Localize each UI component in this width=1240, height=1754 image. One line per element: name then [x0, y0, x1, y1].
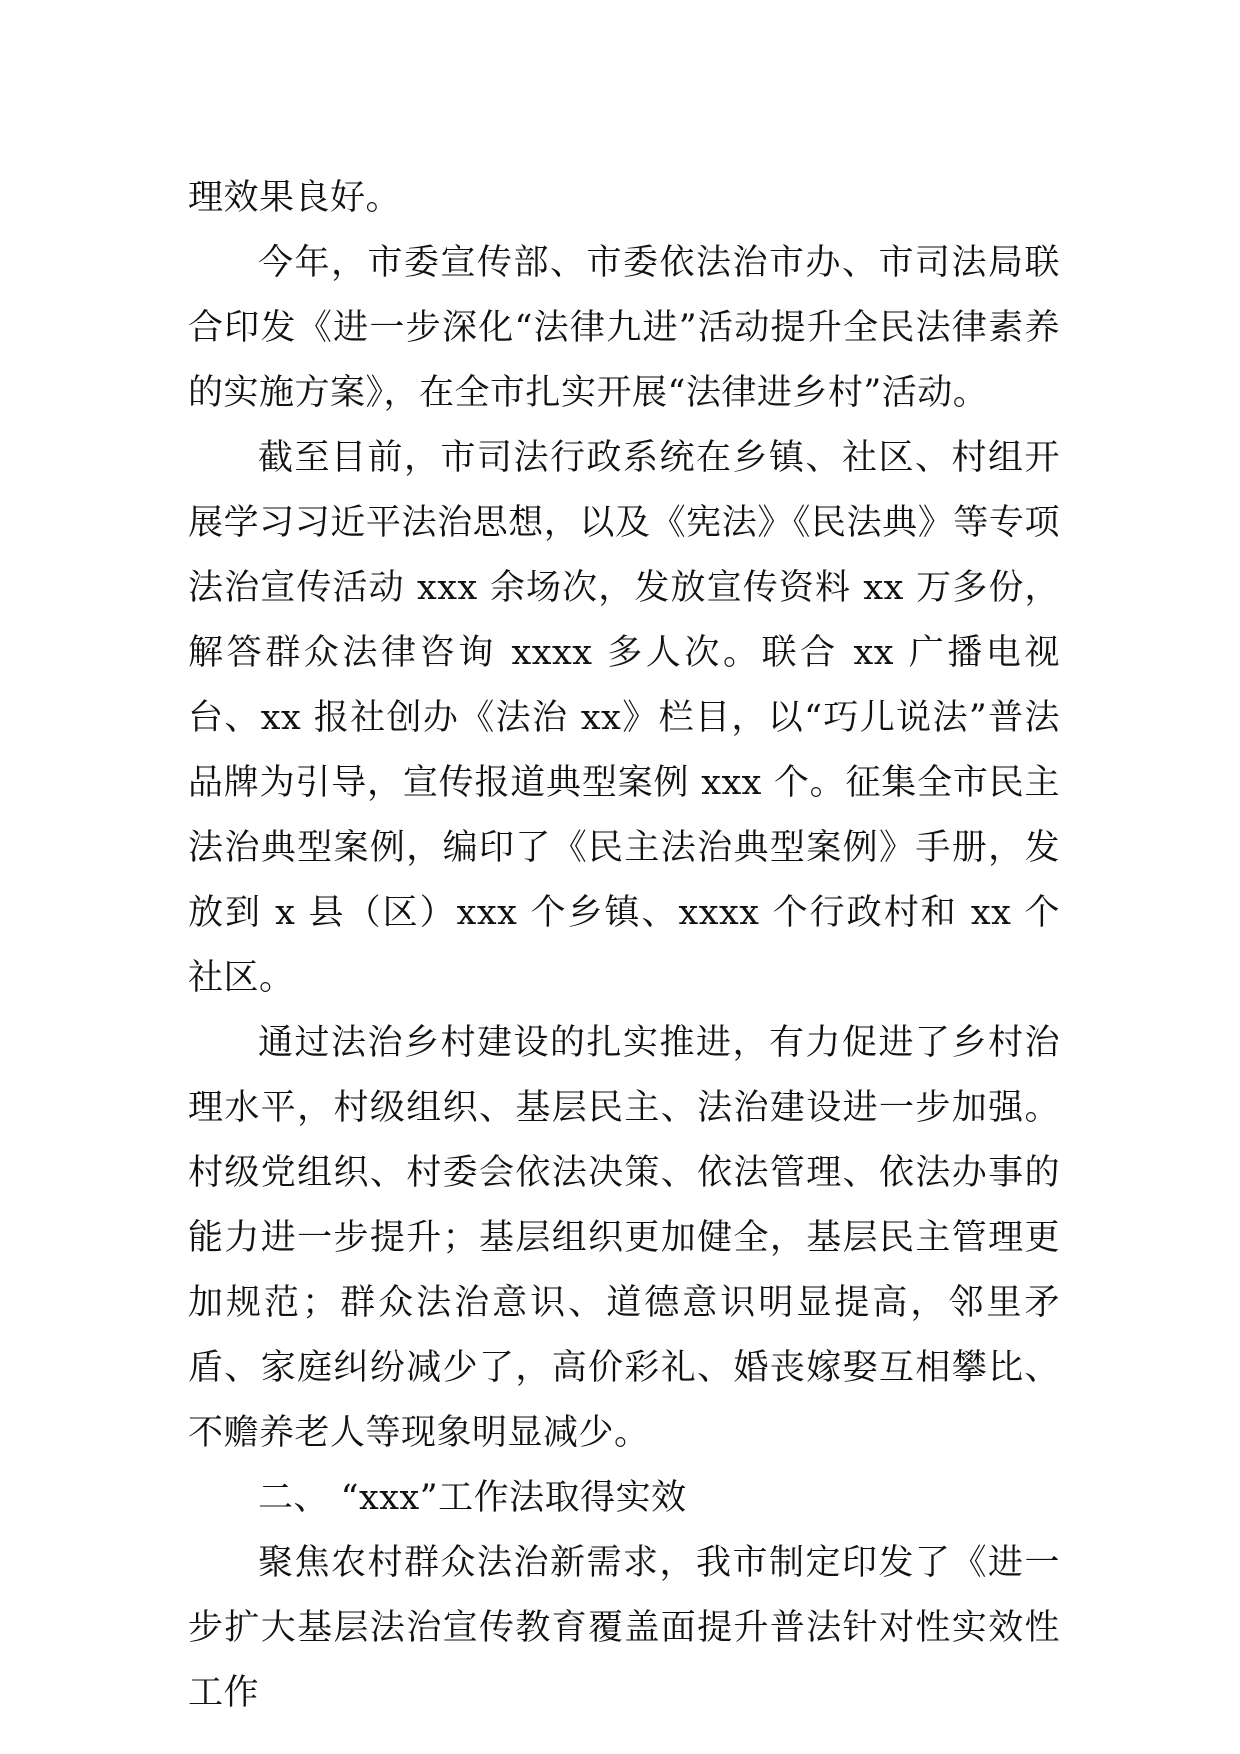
- paragraph-new-requirements: 聚焦农村群众法治新需求，我市制定印发了《进一步扩大基层法治宣传教育覆盖面提升普法针对性实效性工作: [188, 1543, 1060, 1713]
- paragraph-continuation: 理效果良好。: [188, 178, 402, 218]
- document-body: [188, 166, 1060, 1726]
- paragraph-governance-results: 通过法治乡村建设的扎实推进，有力促进了乡村治理水平，村级组织、基层民主、法治建设进一步加强。村级党组织、村委会依法决策、依法管理、依法办事的能力进一步提升；基层组织更加健全，基层民主管理更加规范；群众法治意识、道德意识明显提高，邻里矛盾、家庭纠纷减少了，高价彩礼、婚丧嫁娶互相攀比、不赡养老人等现象明显减少。: [188, 1023, 1060, 1453]
- section-heading: 二、 “xxx”工作法取得实效: [258, 1478, 687, 1518]
- paragraph-program-announcement: 今年，市委宣传部、市委依法治市办、市司法局联合印发《进一步深化“法律九进”活动提升全民法律素养的实施方案》，在全市扎实开展“法律进乡村”活动。: [188, 243, 1060, 413]
- paragraph-activities-summary: 截至目前，市司法行政系统在乡镇、社区、村组开展学习习近平法治思想，以及《宪法》《民法典》等专项法治宣传活动 xxx 余场次，发放宣传资料 xx 万多份，解答群众法律咨询 xxxx 多人次。联合 xx 广播电视台、xx 报社创办《法治 xx》栏目，以“巧儿说法”普法品牌为引导，宣传报道典型案例 xxx 个。征集全市民主法治典型案例，编印了《民主法治典型案例》手册，发放到 x 县（区）xxx 个乡镇、xxxx 个行政村和 xx 个社区。: [188, 438, 1060, 998]
